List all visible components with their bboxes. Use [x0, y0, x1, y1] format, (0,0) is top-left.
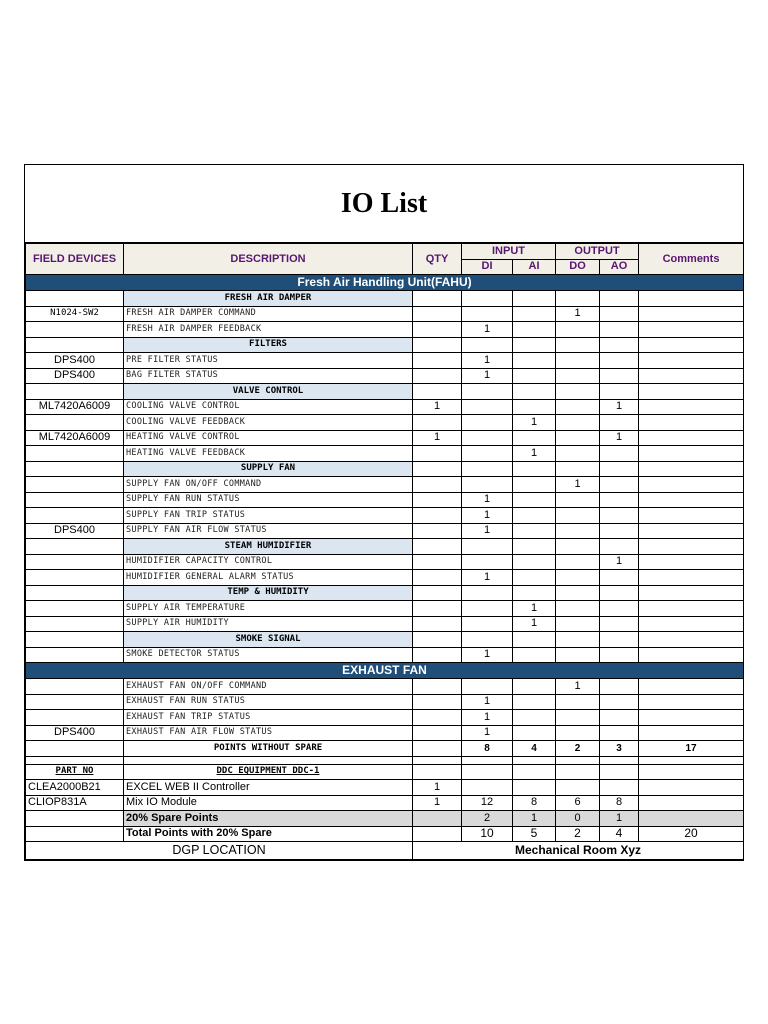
subhead-row: [26, 291, 744, 307]
subhead-row: [26, 461, 744, 477]
equipment-row: [26, 795, 744, 811]
di-value: 1: [462, 523, 513, 539]
header-qty: QTY: [413, 244, 462, 275]
points-without-spare-label: POINTS WITHOUT SPARE: [124, 741, 413, 757]
table-row: [26, 399, 744, 415]
dgp-location-label: DGP LOCATION: [26, 842, 413, 860]
do-value: 1: [556, 306, 600, 322]
ai-value: 1: [513, 446, 556, 462]
ai-value: 1: [513, 415, 556, 431]
do-value: 1: [556, 477, 600, 493]
table-row: [26, 616, 744, 632]
subhead-filters: FILTERS: [124, 337, 413, 353]
total-points-row: [26, 826, 744, 842]
pws-ao: 3: [600, 741, 639, 757]
di-value: 1: [462, 647, 513, 663]
di-value: 1: [462, 725, 513, 741]
page-title: IO List: [340, 187, 428, 219]
field-device: DPS400: [26, 523, 124, 539]
do-value: 1: [556, 679, 600, 695]
description: HUMIDIFIER GENERAL ALARM STATUS: [124, 570, 413, 586]
dgp-location-value: Mechanical Room Xyz: [413, 842, 744, 860]
header-output: OUTPUT: [556, 244, 639, 260]
description: HUMIDIFIER CAPACITY CONTROL: [124, 554, 413, 570]
description: FRESH AIR DAMPER COMMAND: [124, 306, 413, 322]
field-device: ML7420A6009: [26, 399, 124, 415]
table-row: [26, 694, 744, 710]
di-value: 1: [462, 570, 513, 586]
pws-comments: 17: [639, 741, 744, 757]
part-number: CLEA2000B21: [26, 780, 124, 796]
description: SUPPLY FAN ON/OFF COMMAND: [124, 477, 413, 493]
dgp-location-row: [26, 842, 744, 860]
total-do: 2: [556, 826, 600, 842]
spare-do: 0: [556, 811, 600, 827]
io-list-sheet: [24, 164, 744, 861]
qty-value: 1: [413, 430, 462, 446]
field-device: DPS400: [26, 368, 124, 384]
subhead-row: [26, 585, 744, 601]
header-ao: AO: [600, 259, 639, 275]
subhead-row: [26, 337, 744, 353]
header-row-1: [26, 244, 744, 260]
part-number: CLIOP831A: [26, 795, 124, 811]
part-no-label: PART NO: [26, 764, 124, 780]
di-value: 1: [462, 492, 513, 508]
description: HEATING VALVE FEEDBACK: [124, 446, 413, 462]
description: EXHAUST FAN TRIP STATUS: [124, 710, 413, 726]
equipment-heading: DDC EQUIPMENT DDC-1: [124, 764, 413, 780]
table-row: [26, 710, 744, 726]
table-row: [26, 415, 744, 431]
subhead-supply-fan: SUPPLY FAN: [124, 461, 413, 477]
field-device: DPS400: [26, 725, 124, 741]
equipment-description: EXCEL WEB II Controller: [124, 780, 413, 796]
ao-value: 1: [600, 430, 639, 446]
table-row: [26, 368, 744, 384]
table-row: [26, 679, 744, 695]
subhead-steam-humidifier: STEAM HUMIDIFIER: [124, 539, 413, 555]
subhead-row: [26, 539, 744, 555]
points-without-spare-row: [26, 741, 744, 757]
description: EXHAUST FAN ON/OFF COMMAND: [124, 679, 413, 695]
total-ao: 4: [600, 826, 639, 842]
field-device: DPS400: [26, 353, 124, 369]
equipment-qty: 1: [413, 795, 462, 811]
section-exhaust-fan: [26, 663, 744, 679]
total-ai: 5: [513, 826, 556, 842]
description: PRE FILTER STATUS: [124, 353, 413, 369]
description: HEATING VALVE CONTROL: [124, 430, 413, 446]
total-comments: 20: [639, 826, 744, 842]
description: EXHAUST FAN RUN STATUS: [124, 694, 413, 710]
description: FRESH AIR DAMPER FEEDBACK: [124, 322, 413, 338]
header-input: INPUT: [462, 244, 556, 260]
header-di: DI: [462, 259, 513, 275]
equipment-ai: 8: [513, 795, 556, 811]
table-row: [26, 725, 744, 741]
table-row: [26, 492, 744, 508]
di-value: 1: [462, 710, 513, 726]
ao-value: 1: [600, 399, 639, 415]
header-ai: AI: [513, 259, 556, 275]
subhead-smoke-signal: SMOKE SIGNAL: [124, 632, 413, 648]
subhead-fresh-air-damper: FRESH AIR DAMPER: [124, 291, 413, 307]
equipment-description: Mix IO Module: [124, 795, 413, 811]
spare-points-label: 20% Spare Points: [124, 811, 413, 827]
section-title: EXHAUST FAN: [26, 663, 744, 679]
section-fahu: [26, 275, 744, 291]
subhead-temp-humidity: TEMP & HUMIDITY: [124, 585, 413, 601]
table-row: [26, 353, 744, 369]
header-comments: Comments: [639, 244, 744, 275]
header-do: DO: [556, 259, 600, 275]
description: SMOKE DETECTOR STATUS: [124, 647, 413, 663]
title-box: [25, 165, 743, 243]
ao-value: 1: [600, 554, 639, 570]
description: COOLING VALVE CONTROL: [124, 399, 413, 415]
field-device: N1024-SW2: [26, 306, 124, 322]
equipment-header-row: [26, 764, 744, 780]
spare-di: 2: [462, 811, 513, 827]
table-row: [26, 554, 744, 570]
table-row: [26, 647, 744, 663]
description: COOLING VALVE FEEDBACK: [124, 415, 413, 431]
di-value: 1: [462, 694, 513, 710]
table-row: [26, 508, 744, 524]
spare-points-row: [26, 811, 744, 827]
table-row: [26, 570, 744, 586]
table-row: [26, 322, 744, 338]
di-value: 1: [462, 353, 513, 369]
equipment-do: 6: [556, 795, 600, 811]
di-value: 1: [462, 368, 513, 384]
description: SUPPLY FAN RUN STATUS: [124, 492, 413, 508]
total-points-label: Total Points with 20% Spare: [124, 826, 413, 842]
qty-value: 1: [413, 399, 462, 415]
io-table: [25, 243, 744, 860]
table-row: [26, 430, 744, 446]
subhead-row: [26, 632, 744, 648]
pws-do: 2: [556, 741, 600, 757]
description: SUPPLY AIR HUMIDITY: [124, 616, 413, 632]
section-title: Fresh Air Handling Unit(FAHU): [26, 275, 744, 291]
total-di: 10: [462, 826, 513, 842]
field-device: ML7420A6009: [26, 430, 124, 446]
equipment-ao: 8: [600, 795, 639, 811]
spare-ao: 1: [600, 811, 639, 827]
header-field-devices: FIELD DEVICES: [26, 244, 124, 275]
table-row: [26, 446, 744, 462]
di-value: 1: [462, 508, 513, 524]
equipment-row: [26, 780, 744, 796]
table-row: [26, 306, 744, 322]
table-row: [26, 523, 744, 539]
description: BAG FILTER STATUS: [124, 368, 413, 384]
pws-ai: 4: [513, 741, 556, 757]
description: SUPPLY AIR TEMPERATURE: [124, 601, 413, 617]
di-value: 1: [462, 322, 513, 338]
description: EXHAUST FAN AIR FLOW STATUS: [124, 725, 413, 741]
subhead-valve-control: VALVE CONTROL: [124, 384, 413, 400]
equipment-di: 12: [462, 795, 513, 811]
header-description: DESCRIPTION: [124, 244, 413, 275]
equipment-qty: 1: [413, 780, 462, 796]
pws-di: 8: [462, 741, 513, 757]
spare-ai: 1: [513, 811, 556, 827]
subhead-row: [26, 384, 744, 400]
spacer-row: [26, 756, 744, 764]
table-row: [26, 477, 744, 493]
ai-value: 1: [513, 616, 556, 632]
table-row: [26, 601, 744, 617]
description: SUPPLY FAN TRIP STATUS: [124, 508, 413, 524]
description: SUPPLY FAN AIR FLOW STATUS: [124, 523, 413, 539]
ai-value: 1: [513, 601, 556, 617]
